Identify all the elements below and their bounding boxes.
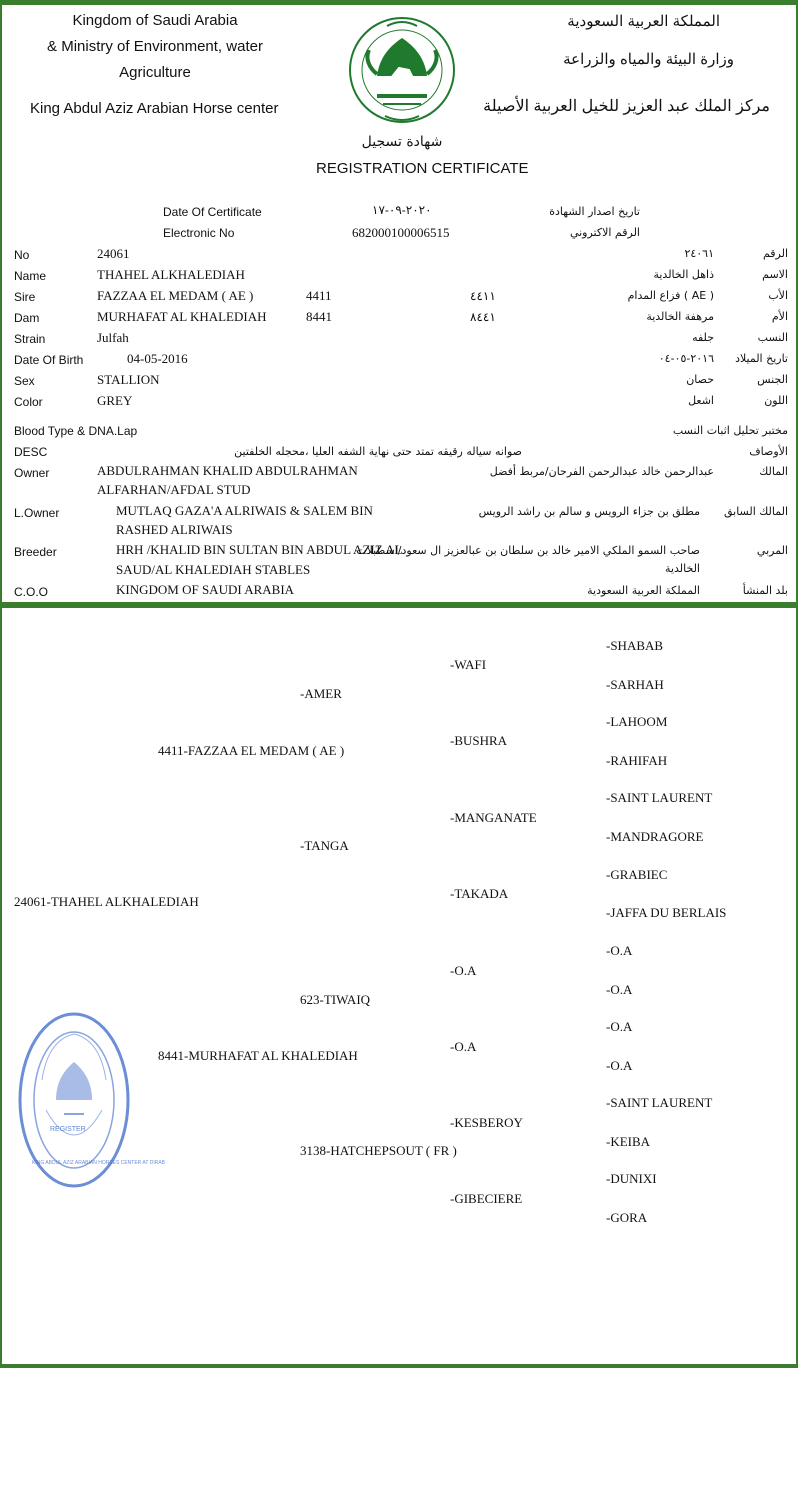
desc-label: DESC (14, 445, 48, 459)
certificate-title-ar: شهادة تسجيل (361, 134, 443, 150)
pedigree-gen4-item: -SAINT LAURENT (606, 1095, 713, 1110)
header-ar-line2: وزارة البيئة والمياه والزراعة (563, 51, 734, 68)
blood-label: Blood Type & DNA.Lap (14, 424, 138, 438)
color-label-ar: اللون (764, 394, 788, 407)
owner-value-ar: عبدالرحمن خالد عبدالرحمن الفرحان/مربط أفضل (489, 465, 714, 478)
pedigree-gen2-item: -AMER (300, 686, 342, 701)
name-value-ar: ذاهل الخالدية (653, 268, 714, 281)
dob-value: 04-05-2016 (127, 351, 188, 366)
lowner-label: L.Owner (14, 506, 60, 520)
pedigree-gen4-item: -JAFFA DU BERLAIS (606, 905, 727, 920)
pedigree-gen2-item: -TANGA (300, 838, 349, 853)
sire-value-ar: ( AE ) فزاع المدام (627, 289, 714, 302)
electronic-value: 682000100006515 (352, 225, 450, 240)
breeder-label-ar: المربي (756, 544, 788, 557)
pedigree-gen4-item: -O.A (606, 1019, 633, 1034)
date-label-ar: تاريخ اصدار الشهادة (549, 205, 640, 218)
header-ar-line1: المملكة العربية السعودية (567, 13, 720, 30)
lowner-label-ar: المالك السابق (723, 505, 788, 518)
no-label: No (14, 248, 30, 262)
owner-label-ar: المالك (759, 465, 788, 478)
pedigree-gen3-item: -WAFI (450, 657, 487, 672)
dob-value-ar: ٢٠١٦-٠٥-٠٤ (658, 352, 714, 365)
pedigree-gen4-item: -LAHOOM (606, 714, 668, 729)
pedigree-gen4-item: -GRABIEC (606, 867, 668, 882)
pedigree-gen4-item: -KEIBA (606, 1134, 651, 1149)
pedigree-gen4-item: -O.A (606, 982, 633, 997)
breeder-label: Breeder (14, 545, 57, 559)
dob-label: Date Of Birth (14, 353, 84, 367)
header-ar-line3: مركز الملك عبد العزيز للخيل العربية الأصيلة (483, 98, 770, 115)
breeder-value-ar-line2: الخالدية (665, 562, 700, 575)
pedigree-gen3-item: -TAKADA (450, 886, 509, 901)
pedigree-gen3-item: -KESBEROY (450, 1115, 523, 1130)
dob-label-ar: تاريخ الميلاد (735, 352, 788, 365)
dam-label-ar: الأم (771, 310, 788, 323)
pedigree-gen3-item: -MANGANATE (450, 810, 537, 825)
lowner-value-ar: مطلق بن جزاء الرويس و سالم بن راشد الرويس (478, 505, 700, 518)
sire-label-ar: الأب (768, 289, 788, 302)
sex-value: STALLION (97, 372, 160, 387)
pedigree-gen4-item: -SHABAB (606, 638, 664, 653)
no-value: 24061 (97, 246, 130, 261)
strain-value-ar: جلفه (692, 331, 714, 344)
ministry-logo (347, 8, 457, 132)
sex-label-ar: الجنس (757, 373, 788, 386)
header-en-line3: Agriculture (119, 64, 191, 81)
pedigree-gen4-item: -SARHAH (606, 677, 664, 692)
color-label: Color (14, 395, 43, 409)
color-value: GREY (97, 393, 133, 408)
pedigree-dam: 8441-MURHAFAT AL KHALEDIAH (158, 1048, 358, 1063)
pedigree-gen2-item: 3138-HATCHEPSOUT ( FR ) (300, 1143, 457, 1158)
header-en-line2: & Ministry of Environment, water (47, 38, 263, 55)
dam-value: MURHAFAT AL KHALEDIAH (97, 309, 267, 324)
pedigree-gen4-item: -O.A (606, 1058, 633, 1073)
date-label: Date Of Certificate (163, 205, 262, 219)
breeder-value-ar-line1: صاحب السمو الملكي الامير خالد بن سلطان بن عبالعزيز ال سعود/اسطبلات (356, 544, 700, 557)
stamp-center-text: REGISTER (50, 1126, 86, 1133)
pedigree-gen3-item: -GIBECIERE (450, 1191, 523, 1206)
pedigree-gen4-item: -RAHIFAH (606, 753, 668, 768)
sex-value-ar: حصان (686, 373, 714, 386)
coo-value-ar: المملكة العربية السعودية (587, 584, 700, 597)
header-en-line1: Kingdom of Saudi Arabia (72, 12, 238, 29)
pedigree-gen3-item: -O.A (450, 963, 477, 978)
no-label-ar: الرقم (762, 247, 788, 260)
pedigree-gen4-item: -DUNIXI (606, 1171, 657, 1186)
official-stamp (18, 1010, 165, 1190)
date-value: ٢٠٢٠-٠٩-١٧ (372, 203, 432, 217)
pedigree-gen4-item: -MANDRAGORE (606, 829, 704, 844)
pedigree-gen4-item: -O.A (606, 943, 633, 958)
breeder-value-line1: HRH /KHALID BIN SULTAN BIN ABDUL AZIZ AL (116, 542, 403, 557)
pedigree-gen2-item: 623-TIWAIQ (300, 992, 371, 1007)
header-en-line4: King Abdul Aziz Arabian Horse center (30, 100, 279, 117)
desc-value-ar: صوانه سياله رقيقه تمتد حتى نهاية الشفه العليا ،محجله الخلفتين (234, 445, 522, 458)
name-label-ar: الاسم (762, 268, 788, 281)
owner-label: Owner (14, 466, 50, 480)
pedigree-sire: 4411-FAZZAA EL MEDAM ( AE ) (158, 743, 345, 758)
pedigree-root: 24061-THAHEL ALKHALEDIAH (14, 894, 199, 909)
dam-label: Dam (14, 311, 40, 325)
no-value-ar: ٢٤٠٦١ (684, 247, 714, 260)
dam-value-ar: مرهفة الخالدية (646, 310, 714, 323)
certificate-title: REGISTRATION CERTIFICATE (316, 160, 529, 177)
pedigree-gen3-item: -BUSHRA (450, 733, 508, 748)
palm-horse-emblem-icon (347, 8, 457, 132)
electronic-label-ar: الرقم الاكتروني (569, 226, 640, 239)
pedigree-gen4-item: -GORA (606, 1210, 648, 1225)
sire-number: 4411 (306, 288, 332, 303)
lowner-value-line1: MUTLAQ GAZA'A ALRIWAIS & SALEM BIN (116, 503, 373, 518)
sire-value: FAZZAA EL MEDAM ( AE ) (97, 288, 254, 303)
coo-label-ar: بلد المنشأ (742, 584, 788, 597)
lowner-value-line2: RASHED ALRIWAIS (116, 522, 233, 537)
sex-label: Sex (14, 374, 35, 388)
blood-label-ar: مختبر تحليل اثبات النسب (672, 424, 788, 437)
owner-value-line1: ABDULRAHMAN KHALID ABDULRAHMAN (97, 463, 358, 478)
stamp-ring-text: KING ABDUL AZIZ ARABIAN HORSES CENTER AT DIRAB (32, 1160, 165, 1166)
name-label: Name (14, 269, 47, 283)
sire-number-ar: ٤٤١١ (470, 289, 496, 303)
strain-value: Julfah (97, 330, 129, 345)
owner-value-line2: ALFARHAN/AFDAL STUD (97, 482, 251, 497)
coo-value: KINGDOM OF SAUDI ARABIA (116, 582, 295, 597)
pedigree-gen3-item: -O.A (450, 1039, 477, 1054)
name-value: THAHEL ALKHALEDIAH (97, 267, 245, 282)
desc-label-ar: الأوصاف (749, 445, 788, 458)
coo-label: C.O.O (14, 585, 49, 599)
pedigree-gen4-item: -SAINT LAURENT (606, 790, 713, 805)
breeder-value-line2: SAUD/AL KHALEDIAH STABLES (116, 562, 311, 577)
dam-number: 8441 (306, 309, 332, 324)
pedigree-frame (0, 604, 798, 1368)
sire-label: Sire (14, 290, 36, 304)
strain-label-ar: النسب (757, 331, 788, 344)
dam-number-ar: ٨٤٤١ (470, 310, 496, 324)
electronic-label: Electronic No (163, 226, 235, 240)
color-value-ar: اشعل (688, 394, 714, 407)
strain-label: Strain (14, 332, 46, 346)
